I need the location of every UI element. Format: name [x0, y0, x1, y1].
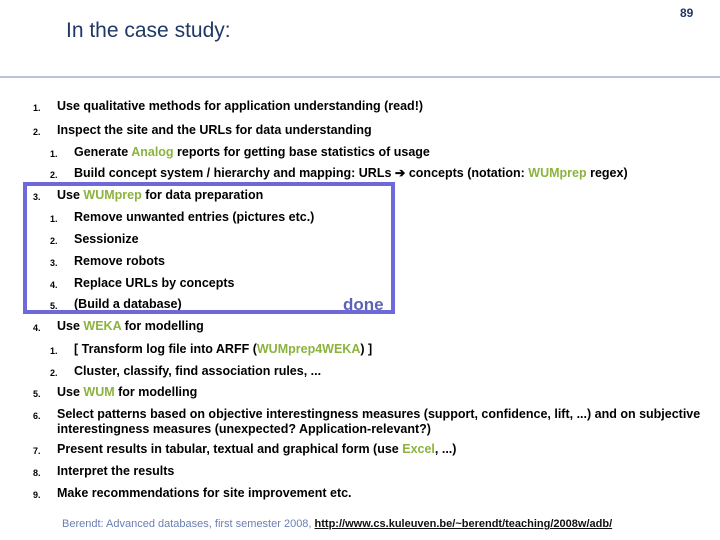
item-text-pre: Build concept system / hierarchy and mapping: URLs ➔ concepts (notation:: [74, 166, 529, 180]
list-item: [33, 99, 424, 114]
item-text: Remove unwanted entries (pictures etc.): [74, 210, 315, 224]
item-number: 2.: [33, 127, 41, 137]
item-number: 4.: [33, 323, 41, 333]
item-text: Inspect the site and the URLs for data understanding: [57, 123, 372, 137]
tool-name: WUMprep: [83, 188, 142, 202]
done-label: done: [343, 295, 384, 314]
list-item: [50, 364, 322, 379]
tool-name: WUMprep: [528, 166, 587, 180]
item-number: 5.: [50, 301, 58, 311]
item-number: 5.: [33, 389, 41, 399]
item-text-pre: Use: [57, 385, 84, 399]
slide-title: In the case study:: [66, 19, 231, 42]
item-number: 3.: [33, 192, 41, 202]
item-number: 2.: [50, 368, 58, 378]
item-number: 3.: [50, 258, 58, 268]
item-text-pre: Present results in tabular, textual and graphical form (use: [57, 442, 403, 456]
slide-number: 89: [680, 6, 694, 20]
item-number: 9.: [33, 490, 41, 500]
item-text: Make recommendations for site improvement etc.: [57, 486, 352, 500]
tool-name: WEKA: [83, 319, 122, 333]
item-text: Use qualitative methods for application understanding (read!): [57, 99, 424, 113]
item-text: (Build a database): [74, 297, 182, 311]
item-text-pre: Use: [57, 319, 84, 333]
list-item: [33, 385, 198, 400]
footer-text: Berendt: Advanced databases, first semester 2008,: [62, 518, 315, 530]
item-text-pre: Use: [57, 188, 84, 202]
item-number: 6.: [33, 411, 41, 421]
item-number: 2.: [50, 236, 58, 246]
list-item: [33, 464, 175, 479]
item-text-pre: [ Transform log file into ARFF (: [74, 342, 257, 356]
item-text: Select patterns based on objective interestingness measures (support, confidence, lift, ...) and on subjective interestingness measures (unexpected? Application-relevant?): [57, 407, 701, 436]
footer-link[interactable]: http://www.cs.kuleuven.be/~berendt/teaching/2008w/adb/: [314, 518, 613, 530]
list-item: [33, 123, 372, 138]
list-item: [50, 342, 373, 357]
footer: [62, 518, 612, 530]
item-text: Cluster, classify, find association rules, ...: [74, 364, 322, 378]
item-text-pre: Generate: [74, 145, 132, 159]
tool-name: WUMprep4WEKA: [256, 342, 361, 356]
list-item: [33, 486, 352, 501]
item-number: 1.: [33, 103, 41, 113]
list-item: [33, 442, 457, 457]
list-item: [33, 407, 707, 437]
tool-name: WUM: [83, 385, 115, 399]
item-text-post: for data preparation: [141, 188, 264, 202]
item-number: 1.: [50, 346, 58, 356]
list-item: [50, 166, 628, 181]
item-text-post: for modelling: [121, 319, 204, 333]
item-text: Sessionize: [74, 232, 139, 246]
list-item: [50, 145, 430, 160]
item-text-post: , ...): [434, 442, 457, 456]
item-number: 1.: [50, 214, 58, 224]
tool-name: Excel: [402, 442, 435, 456]
title-divider: [0, 76, 720, 78]
item-text-post: regex): [586, 166, 628, 180]
item-number: 8.: [33, 468, 41, 478]
tool-name: Analog: [131, 145, 174, 159]
item-number: 7.: [33, 446, 41, 456]
item-number: 2.: [50, 170, 58, 180]
item-text-post: ) ]: [360, 342, 373, 356]
item-number: 1.: [50, 149, 58, 159]
highlight-box: [23, 182, 395, 314]
item-number: 4.: [50, 280, 58, 290]
list-item: [33, 319, 204, 334]
item-text: Replace URLs by concepts: [74, 276, 235, 290]
item-text: Remove robots: [74, 254, 165, 268]
item-text: Interpret the results: [57, 464, 175, 478]
item-text-post: reports for getting base statistics of usage: [173, 145, 430, 159]
item-text-post: for modelling: [114, 385, 198, 399]
